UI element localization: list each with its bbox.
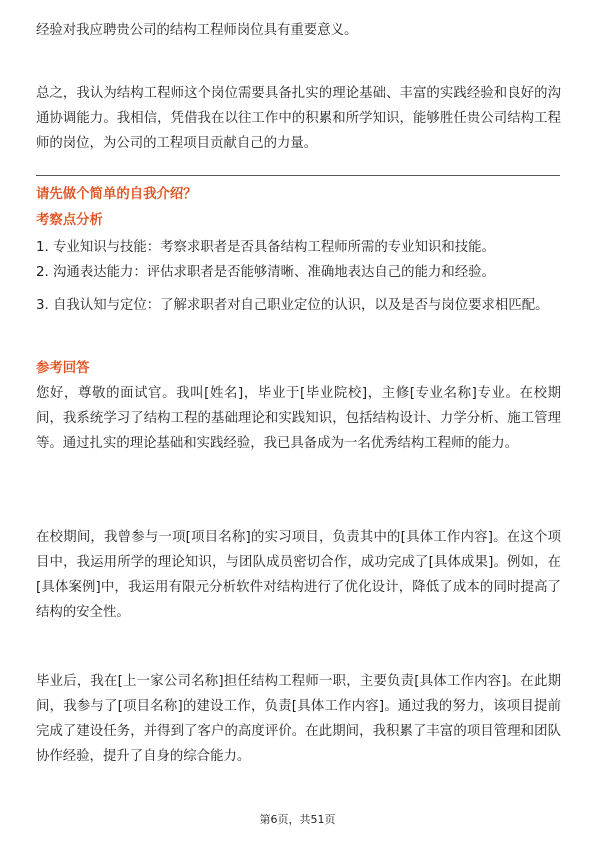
answer-paragraph: 您好，尊敬的面试官。我叫[姓名]，毕业于[毕业院校]，主修[专业名称]专业。在校期间，我系统学习了结构工程的基础理论和实践知识，包括结构设计、力学分析、施工管理等。通过扎实的理论基础和实践经验，我已具备成为一名优秀结构工程师的能力。 bbox=[36, 386, 561, 451]
page-number: 第6页，共51页 bbox=[259, 813, 336, 826]
answer-paragraph: 毕业后，我在[上一家公司名称]担任结构工程师一职，主要负责[具体工作内容]。在此期间，我参与了[项目名称]的建设工作，负责[具体工作内容]。通过我的努力，该项目提前完成了建设任务，并得到了客户的高度评价。在此期间，我积累了丰富的项目管理和团队协作经验，提升了自身的综合能力。 bbox=[36, 674, 561, 764]
question-title: 请先做个简单的自我介绍？ bbox=[36, 187, 197, 202]
analysis-heading: 考察点分析 bbox=[36, 213, 103, 228]
analysis-item: 2. 沟通表达能力：评估求职者是否能够清晰、准确地表达自己的能力和经验。 bbox=[36, 265, 495, 280]
paragraph-conclusion: 总之，我认为结构工程师这个岗位需要具备扎实的理论基础、丰富的实践经验和良好的沟通协调能力。我相信，凭借我在以往工作中的积累和所学知识，能够胜任贵公司结构工程师的岗位，为公司的工程项目贡献自己的力量。 bbox=[36, 86, 561, 151]
paragraph-prev-end: 经验对我应聘贵公司的结构工程师岗位具有重要意义。 bbox=[36, 23, 358, 38]
analysis-item: 1. 专业知识与技能：考察求职者是否具备结构工程师所需的专业知识和技能。 bbox=[36, 240, 495, 255]
answer-paragraph: 在校期间，我曾参与一项[项目名称]的实习项目，负责其中的[具体工作内容]。在这个项目中，我运用所学的理论知识，与团队成员密切合作，成功完成了[具体成果]。例如，在[具体案例]中，我运用有限元分析软件对结构进行了优化设计，降低了成本的同时提高了结构的安全性。 bbox=[36, 530, 561, 620]
section-divider bbox=[36, 175, 560, 176]
analysis-item: 3. 自我认知与定位：了解求职者对自己职业定位的认识，以及是否与岗位要求相匹配。 bbox=[36, 298, 549, 313]
answer-heading: 参考回答 bbox=[36, 361, 90, 376]
